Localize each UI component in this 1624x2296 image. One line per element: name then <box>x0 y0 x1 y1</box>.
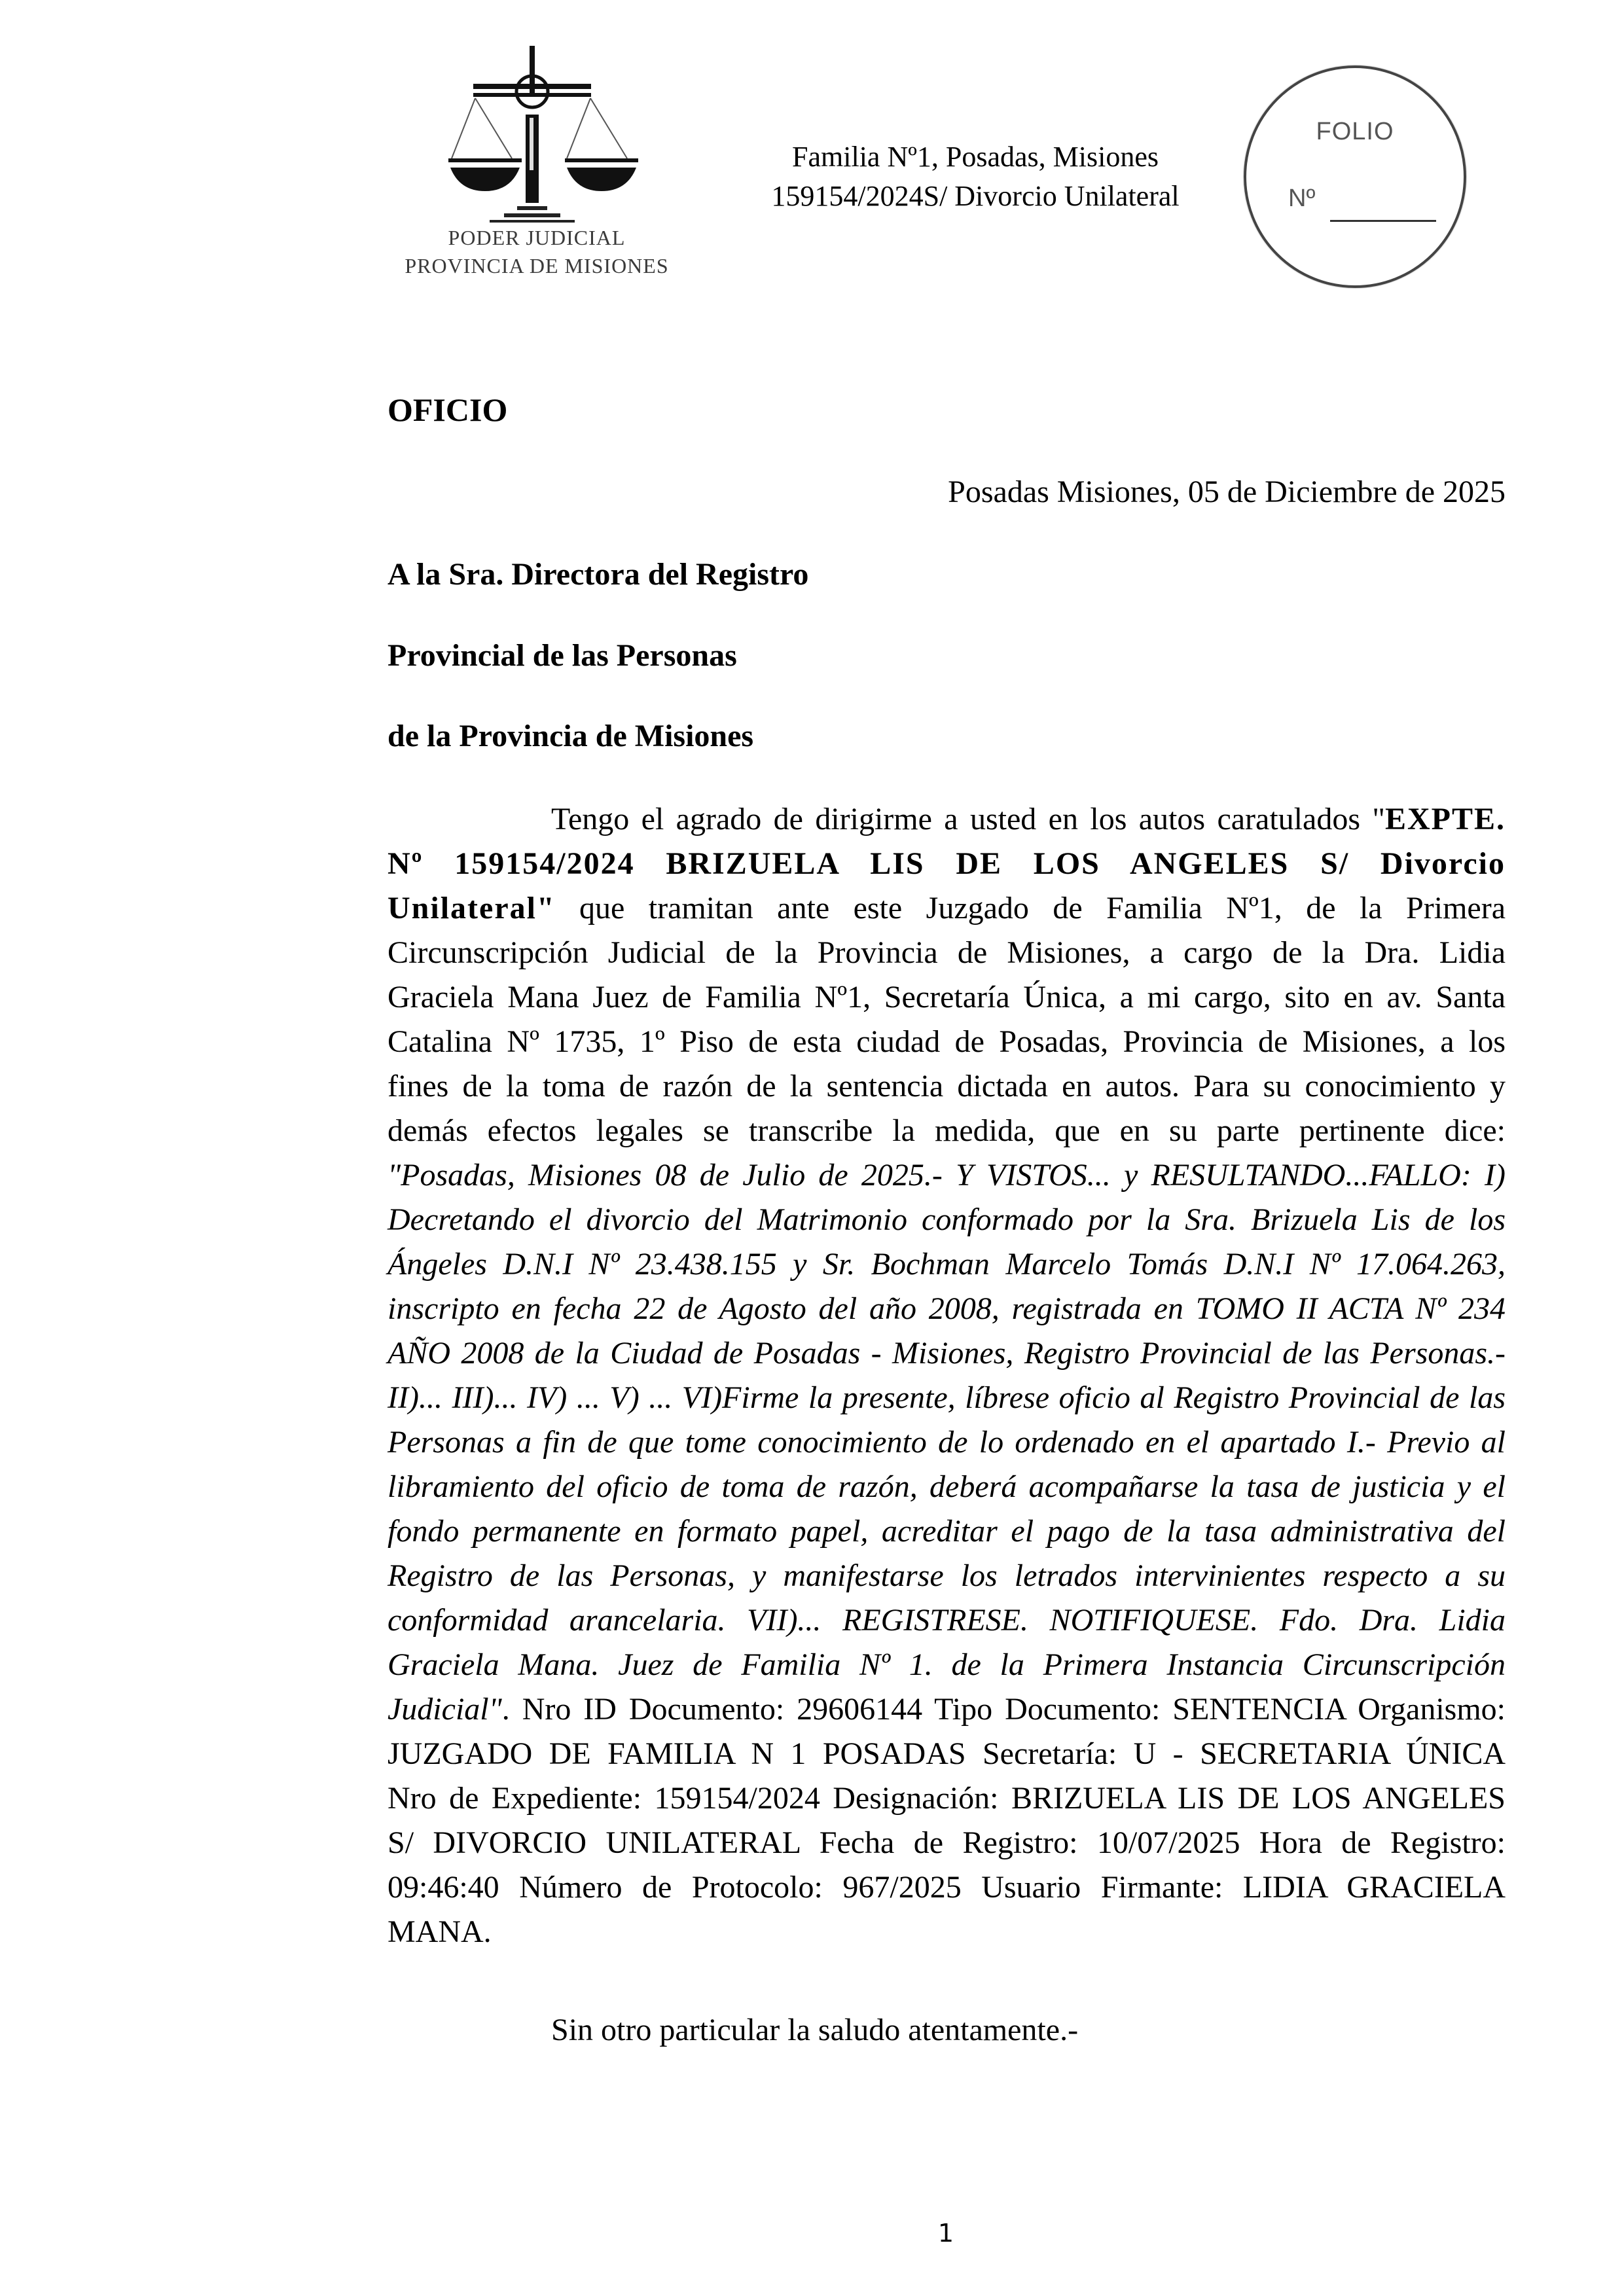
place-date: Posadas Misiones, 05 de Diciembre de 2025 <box>948 475 1506 509</box>
body-line <box>388 1245 1506 1289</box>
body-line <box>388 1734 1506 1779</box>
body-line <box>388 1111 1506 1156</box>
case-line: 159154/2024S/ Divorcio Unilateral <box>771 180 1180 212</box>
body-text-segment: Catalina Nº 1735, 1º Piso de esta ciudad de Posadas, Provincia de Misiones, a los <box>388 1024 1506 1059</box>
closing-salutation: Sin otro particular la saludo atentamente.- <box>551 2013 1079 2047</box>
body-text-segment: MANA. <box>388 1914 492 1949</box>
body-line <box>388 800 1506 844</box>
recipient-line-3: de la Provincia de Misiones <box>388 719 754 753</box>
body-line <box>388 1022 1506 1067</box>
body-line <box>388 1868 1506 1912</box>
body-line <box>388 1200 1506 1245</box>
body-line <box>388 1289 1506 1334</box>
body-text-segment: inscripto en fecha 22 de Agosto del año 2008, registrada en TOMO II ACTA Nº 234 <box>388 1291 1506 1326</box>
body-text-segment: Nro de Expediente: 159154/2024 Designación: BRIZUELA LIS DE LOS ANGELES <box>388 1781 1506 1816</box>
body-line <box>388 844 1506 889</box>
body-text-segment: 09:46:40 Número de Protocolo: 967/2025 Usuario Firmante: LIDIA GRACIELA <box>388 1870 1506 1905</box>
case-header <box>687 137 1263 216</box>
body-text-segment: Ángeles D.N.I Nº 23.438.155 y Sr. Bochman Marcelo Tomás D.N.I Nº 17.064.263, <box>388 1247 1506 1282</box>
body-text-segment: Nº 159154/2024 BRIZUELA LIS DE LOS ANGELES S/ Divorcio <box>388 846 1506 881</box>
body-line <box>388 978 1506 1022</box>
body-text-segment: fines de la toma de razón de la sentencia dictada en autos. Para su conocimiento y <box>388 1069 1506 1103</box>
body-text-segment: libramiento del oficio de toma de razón, deberá acompañarse la tasa de justicia y el <box>388 1469 1506 1504</box>
logo-line-2: PROVINCIA DE MISIONES <box>405 254 669 278</box>
body-text-segment: "Posadas, Misiones 08 de Julio de 2025.- Y VISTOS... y RESULTANDO...FALLO: I) <box>388 1158 1506 1193</box>
body-text-segment: Registro de las Personas, y manifestarse los letrados intervinientes respecto a su <box>388 1558 1506 1593</box>
body-text-segment: Unilateral" <box>388 891 556 925</box>
body-text-segment: JUZGADO DE FAMILIA N 1 POSADAS Secretaría: U - SECRETARIA ÚNICA <box>388 1736 1506 1771</box>
logo-line-1: PODER JUDICIAL <box>448 226 626 249</box>
body-paragraph <box>388 800 1506 1957</box>
body-line <box>388 1912 1506 1957</box>
body-line <box>388 1823 1506 1868</box>
body-line <box>388 933 1506 978</box>
body-line <box>388 1067 1506 1111</box>
body-text-segment: . Nro ID Documento: 29606144 Tipo Documento: SENTENCIA Organismo: <box>501 1692 1506 1727</box>
court-line: Familia Nº1, Posadas, Misiones <box>792 141 1159 173</box>
body-line <box>388 1779 1506 1823</box>
body-text-segment: que tramitan ante este Juzgado de Familia Nº1, de la Primera <box>555 891 1506 925</box>
document-type-heading: OFICIO <box>388 391 508 428</box>
body-line <box>388 1645 1506 1690</box>
body-text-segment: Personas a fin de que tome conocimiento de lo ordenado en el apartado I.- Previo al <box>388 1425 1506 1460</box>
body-line <box>388 889 1506 933</box>
body-line <box>388 1690 1506 1734</box>
court-logo <box>393 39 681 288</box>
body-text-segment: Circunscripción Judicial de la Provincia de Misiones, a cargo de la Dra. Lidia <box>388 935 1506 970</box>
body-text-segment: S/ DIVORCIO UNILATERAL Fecha de Registro: 10/07/2025 Hora de Registro: <box>388 1825 1506 1860</box>
recipient-line-1: A la Sra. Directora del Registro <box>388 557 809 592</box>
folio-stamp <box>1244 65 1466 288</box>
body-line <box>388 1334 1506 1378</box>
body-text-segment: demás efectos legales se transcribe la medida, que en su parte pertinente dice: <box>388 1113 1506 1148</box>
body-line <box>388 1378 1506 1423</box>
body-text-segment: Graciela Mana. Juez de Familia Nº 1. de la Primera Instancia Circunscripción <box>388 1647 1506 1682</box>
body-line <box>388 1156 1506 1200</box>
body-line <box>388 1512 1506 1556</box>
body-text-segment: Judicial" <box>388 1692 502 1727</box>
body-text-segment: Decretando el divorcio del Matrimonio conformado por la Sra. Brizuela Lis de los <box>388 1202 1506 1237</box>
body-line <box>388 1601 1506 1645</box>
body-text-segment: II)... III)... IV) ... V) ... VI)Firme la presente, líbrese oficio al Registro Provincial de las <box>388 1380 1506 1415</box>
page-number: 1 <box>937 2219 954 2248</box>
scales-of-justice-icon <box>393 39 681 223</box>
body-line <box>388 1423 1506 1467</box>
body-text-segment: Tengo el agrado de dirigirme a usted en los autos caratulados " <box>551 802 1385 836</box>
folio-title: FOLIO <box>1316 118 1394 145</box>
body-text-segment: Graciela Mana Juez de Familia Nº1, Secretaría Única, a mi cargo, sito en av. Santa <box>388 980 1506 1014</box>
body-text-segment: EXPTE. <box>1384 802 1506 836</box>
recipient-line-2: Provincial de las Personas <box>388 638 737 673</box>
body-text-segment: AÑO 2008 de la Ciudad de Posadas - Misiones, Registro Provincial de las Personas.- <box>388 1336 1506 1371</box>
body-line <box>388 1556 1506 1601</box>
folio-number-label: Nº <box>1288 185 1316 212</box>
body-text-segment: conformidad arancelaria. VII)... REGISTRESE. NOTIFIQUESE. Fdo. Dra. Lidia <box>388 1603 1506 1638</box>
body-text-segment: fondo permanente en formato papel, acreditar el pago de la tasa administrativa del <box>388 1514 1506 1549</box>
body-line <box>388 1467 1506 1512</box>
folio-number-blank <box>1330 220 1436 222</box>
